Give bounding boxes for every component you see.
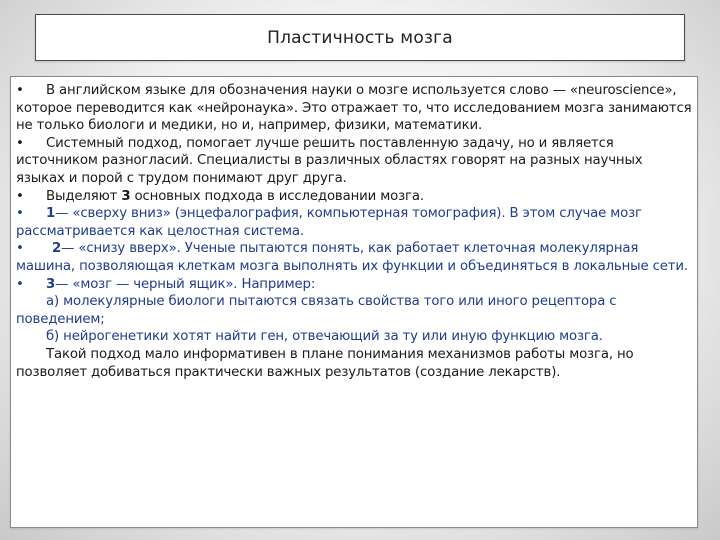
- paragraph-top-down: • 1— «сверху вниз» (энцефалография, компьютерная томография). В этом случае мозг рассматривается как целостная система.: [16, 206, 642, 239]
- bullet-icon: •: [16, 83, 24, 98]
- bullet-icon: •: [16, 241, 24, 257]
- paragraph-black-box: • 3— «мозг — черный ящик». Например:: [16, 276, 316, 292]
- paragraph-neuroscience: • В английском языке для обозначения науки о мозге используется слово — «neuroscience», которое переводится как «нейронаука». Это отражает то, что исследованием мозга занимаются не только биологи и медики, но и, например, физики, математики.: [16, 83, 692, 134]
- paragraph-system-approach: • Системный подход, помогает лучше решить поставленную задачу, но и является источником разногласий. Специалисты в различных областях говорят на разных научных языках и порой с трудом понимают друг друга.: [16, 135, 643, 186]
- slide-title-box: [35, 14, 685, 61]
- slide-title: Пластичность мозга: [267, 27, 453, 48]
- paragraph-example-b: б) нейрогенетики хотят найти ген, отвечающий за ту или иную функцию мозга.: [46, 329, 603, 345]
- bullet-icon: •: [16, 135, 24, 151]
- bullet-icon: •: [16, 206, 24, 222]
- paragraph-bottom-up: • 2— «снизу вверх». Ученые пытаются понять, как работает клеточная молекулярная машина, позволяющая клеткам мозга выполнять их функции и объединяться в локальные сети.: [16, 241, 688, 274]
- paragraph-example-a: а) молекулярные биологи пытаются связать свойства того или иного рецептора с поведением;: [16, 294, 617, 327]
- bullet-icon: •: [16, 188, 24, 204]
- bullet-icon: •: [16, 276, 24, 292]
- slide-content: [10, 76, 698, 528]
- paragraph-conclusion: Такой подход мало информативен в плане понимания механизмов работы мозга, но позволяет добиваться практически важных результатов (создание лекарств).: [16, 346, 634, 380]
- paragraph-three-approaches: • Выделяют 3 основных подхода в исследовании мозга.: [16, 188, 424, 204]
